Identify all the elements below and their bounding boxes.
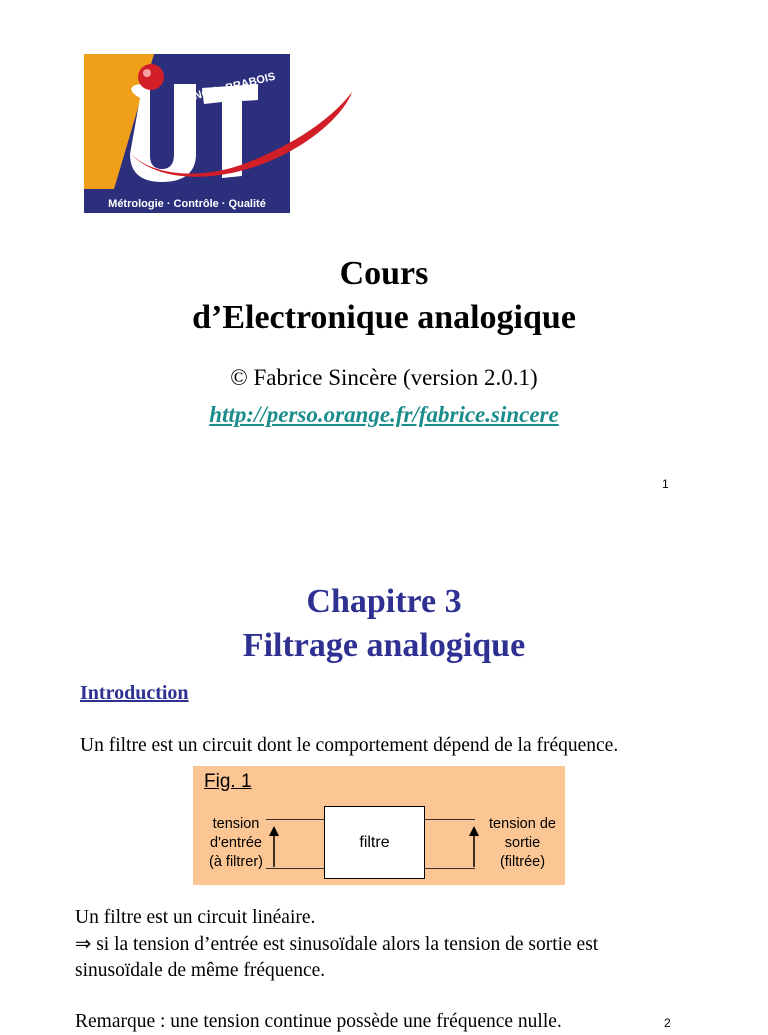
body-line-1: Un filtre est un circuit linéaire. [75,907,316,928]
page-number: 1 [662,477,669,491]
logo-city-text [84,54,290,213]
output-label-line2: sortie [504,835,541,851]
chapter-title-line2: Filtrage analogique [242,627,526,664]
input-label-line3: (à filtrer) [209,854,263,870]
author-credit: © Fabrice Sincère (version 2.0.1) [230,365,538,390]
page-number-2: 2 [664,1016,671,1030]
output-wire-bottom [425,868,475,869]
filter-block-label: filtre [359,834,390,851]
body-line-3: sinusoïdale de même fréquence. [75,960,326,981]
intro-paragraph: Un filtre est un circuit dont le comportement dépend de la fréquence. [80,735,619,756]
course-title-line1: Cours [339,255,429,292]
course-title-line2: d’Electronique analogique [192,299,576,336]
chapter-title-line1: Chapitre 3 [306,583,462,620]
logo-tagline: Métrologie · Contrôle · Qualité [108,198,266,210]
output-wire-top [425,819,475,820]
body-line-4: Remarque : une tension continue possède une fréquence nulle. [75,1011,562,1032]
body-line-2: ⇒ si la tension d’entrée est sinusoïdale alors la tension de sortie est [75,934,599,955]
output-label-line1: tension de [489,816,556,832]
author-website-link[interactable]: http://perso.orange.fr/fabrice.sincere [209,402,559,427]
input-label-line2: d'entrée [210,835,262,851]
section-heading: Introduction [80,682,189,704]
output-label-line3: (filtrée) [499,854,546,870]
figure-label: Fig. 1 [204,771,252,792]
filter-figure [193,766,565,885]
output-voltage-arrow [467,826,481,868]
input-label-line1: tension [212,816,260,832]
logo-city: NANCY - BRABOIS [177,70,277,107]
